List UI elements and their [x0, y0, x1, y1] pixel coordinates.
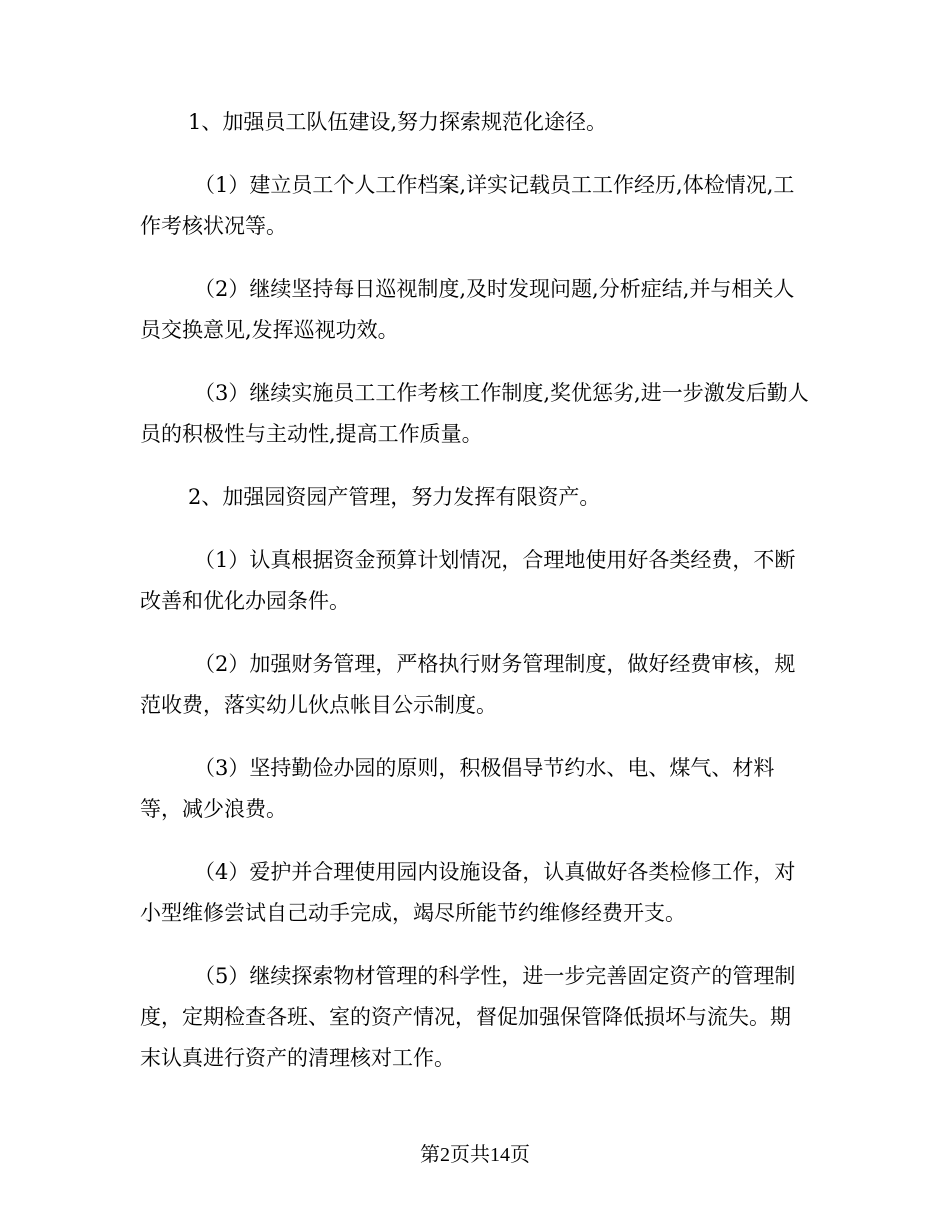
page-number-footer: 第2页共14页 — [420, 1144, 530, 1166]
paragraph-1-1: （1）建立员工个人工作档案,详实记载员工工作经历,体检情况,工作考核状况等。 — [140, 173, 795, 238]
paragraph-2-1: （1）认真根据资金预算计划情况，合理地使用好各类经费，不断改善和优化办园条件。 — [140, 548, 796, 613]
paragraph-2-4: （4）爱护并合理使用园内设施设备，认真做好各类检修工作，对小型维修尝试自己动手完成，竭尽所能节约维修经费开支。 — [140, 860, 796, 925]
paragraph-2-3: （3）坚持勤俭办园的原则，积极倡导节约水、电、煤气、材料等，减少浪费。 — [140, 756, 775, 821]
paragraph-1-2: （2）继续坚持每日巡视制度,及时发现问题,分析症结,并与相关人员交换意见,发挥巡视功效。 — [140, 277, 795, 342]
document-body — [140, 102, 810, 1101]
section-heading-2: 2、加强园资园产管理，努力发挥有限资产。 — [188, 485, 601, 509]
paragraph-1-3: （3）继续实施员工工作考核工作制度,奖优惩劣,进一步激发后勤人员的积极性与主动性,提高工作质量。 — [140, 381, 809, 446]
paragraph-2-2: （2）加强财务管理，严格执行财务管理制度，做好经费审核，规范收费，落实幼儿伙点帐目公示制度。 — [140, 652, 796, 717]
section-heading-1: 1、加强员工队伍建设,努力探索规范化途径。 — [188, 110, 608, 134]
paragraph-2-5: （5）继续探索物材管理的科学性，进一步完善固定资产的管理制度，定期检查各班、室的资产情况，督促加强保管降低损坏与流失。期末认真进行资产的清理核对工作。 — [140, 964, 796, 1070]
